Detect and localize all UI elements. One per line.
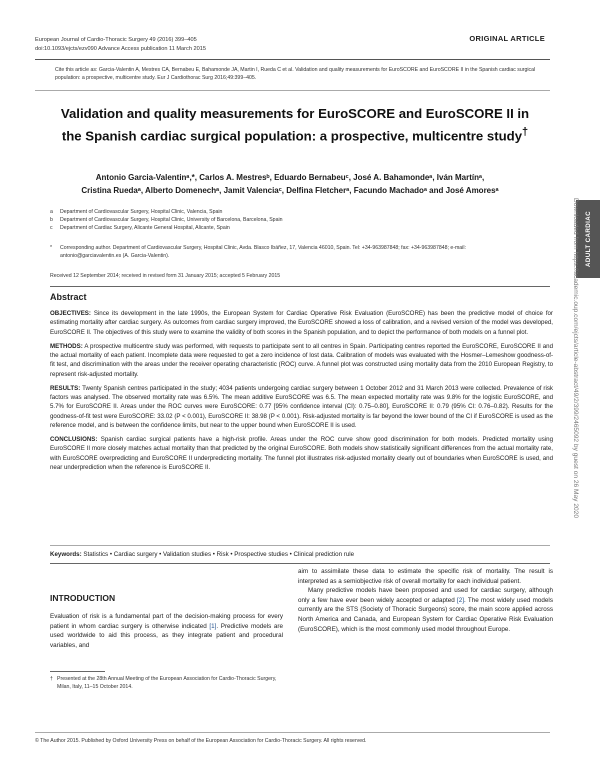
footnote-marker: † [50, 676, 53, 682]
article-type-label: ORIGINAL ARTICLE [469, 34, 545, 43]
doi-line: doi:10.1093/ejcts/ezv090 Advance Access publication 11 March 2015 [35, 45, 206, 52]
methods-text: A prospective multicentre study was performed, with requests to participate sent to all centres in Spain. Participating centres reported the EuroSCORE, EuroSCORE II and the actual mortality of each patient. Incomplete data were requested to get a zero incidence of lost data. Calibration of models was evaluated with the Hosmer–Lemeshow goodness-of-fit test, and discrimination with the areas under the receiver operating characteristic (ROC) curve. A funnel plot was constructed using mortality data from the 2010 European Registry, to represent risk-adjusted mortality. [50, 342, 553, 378]
article-title-text: Validation and quality measurements for EuroSCORE and EuroSCORE II in the Spanish cardiac surgical population: a prospective, multicentre study [60, 106, 530, 144]
affiliations [50, 209, 520, 232]
intro-text-c: Many predictive models have been proposed and used for cardiac surgery, although only a few have ever been widely accepted or adapted [298, 587, 553, 604]
received-dates: Received 12 September 2014; received in revised form 31 January 2015; accepted 5 February 2015 [50, 273, 281, 279]
introduction-heading: INTRODUCTION [50, 593, 116, 603]
author-line-2: Cristina Ruedaᵃ, Alberto Domenechᵃ, Jamit Valenciaᶜ, Delfina Fletcherᵃ, Facundo Machadoᵃ and José Amoresᵃ [81, 185, 499, 195]
abstract-section [50, 292, 553, 477]
objectives-text: Since its development in the late 1990s, the European System for Cardiac Operative Risk Evaluation (EuroSCORE) has been the predictive model of choice for estimating mortality after cardiac surgery. As outcomes from cardiac surgery improved, the EuroSCORE showed a loss of calibration, and a revised version of the model was developed, EuroSCORE II. The objectives of this study were to examine the validity of both scores in the Spanish population, and to depict the performance of both models on a funnel plot. [50, 310, 553, 336]
header-divider [35, 59, 550, 60]
article-title [60, 105, 530, 145]
side-tab-label: ADULT CARDIAC [584, 211, 592, 267]
section-side-tab [576, 200, 600, 278]
intro-text-a: Evaluation of risk is a fundamental part of the decision-making process for every patient in whom cardiac surgery is otherwise indicated [50, 613, 283, 630]
affiliation-text: Department of Cardiovascular Surgery, Hospital Clinic, University of Barcelona, Barcelona, Spain [60, 216, 283, 223]
reference-link-2[interactable]: [2] [456, 596, 464, 604]
journal-header [35, 36, 206, 53]
affiliation-marker: b [50, 216, 53, 223]
conclusions-label: CONCLUSIONS: [50, 436, 98, 443]
footer-divider [35, 732, 550, 733]
download-watermark: Downloaded from https://academic.oup.com/ejcts/article-abstract/49/2/399/2465092 by guest on 26 May 2020 [572, 198, 579, 518]
author-list [55, 172, 525, 197]
introduction-paragraph-1 [50, 612, 283, 650]
abstract-objectives [50, 309, 553, 337]
footnote-divider [50, 671, 105, 672]
cite-this-article: Cite this article as: Garcia-Valentin A, Mestres CA, Bernabeu E, Bahamonde JA, Martin I, Rueda C et al. Validation and quality measurements for EuroSCORE and EuroSCORE II in the Spanish cardiac surgical population: a prospective, multicentre study. Eur J Cardiothorac Surg 2016;49:399–405. [55, 67, 536, 81]
presentation-footnote [50, 676, 282, 692]
journal-citation-line: European Journal of Cardio-Thoracic Surgery 49 (2016) 399–405 [35, 37, 197, 43]
affiliation-marker: a [50, 209, 53, 215]
keywords-top-divider [50, 545, 550, 546]
citation-divider [35, 90, 550, 91]
intro-text-b: . Predictive models are used worldwide to aid this process, as they integrate patient and procedural variables, and [50, 622, 283, 649]
conclusions-text: Spanish cardiac surgical patients have a high-risk profile. Areas under the ROC curve show good discrimination for both models. Predicted mortality using EuroSCORE II more closely matches actual mortality than that predicted by the original EuroSCORE. Both models show statistically significant differences from the actual mortality rate, with EuroSCORE overpredicting and EuroSCORE II underpredicting mortality. The funnel plot illustrates risk-adjusted mortality clearly out of boundaries when EuroSCORE is used, and near underprediction when the reference is EuroSCORE II. [50, 436, 553, 471]
copyright-notice: © The Author 2015. Published by Oxford University Press on behalf of the European Association for Cardio-Thoracic Surgery. All rights reserved. [35, 738, 367, 744]
affiliation-marker: c [50, 224, 53, 231]
affiliation-b [50, 217, 520, 225]
corresponding-author [50, 245, 520, 261]
keywords-bottom-divider [50, 563, 550, 564]
introduction-left-column [50, 612, 283, 650]
keywords-text: Statistics • Cardiac surgery • Validation studies • Risk • Prospective studies • Clinical prediction rule [83, 551, 355, 558]
keywords [50, 551, 354, 558]
abstract-conclusions [50, 435, 553, 472]
objectives-label: OBJECTIVES: [50, 310, 91, 317]
affiliation-c [50, 225, 520, 233]
intro-text-d: . The most widely used models currently are the STS (Society of Thoracic Surgeons) score, the main score applied across North America and Canada, and European System for Cardiac Operative Risk Evaluation (EuroSCORE), which is the most commonly used model throughout Europe. [298, 596, 553, 633]
title-footnote-mark: † [522, 126, 529, 138]
abstract-results [50, 384, 553, 430]
abstract-heading: Abstract [50, 292, 87, 302]
footnote-text: Presented at the 28th Annual Meeting of the European Association for Cardio-Thoracic Surgery, Milan, Italy, 11–15 October 2014. [57, 676, 277, 690]
abstract-methods [50, 342, 553, 379]
affiliation-a [50, 209, 520, 217]
results-text: Twenty Spanish centres participated in the study; 4034 patients undergoing cardiac surgery between 1 October 2012 and 31 March 2013 were collected. Prevalence of risk factors was analysed. The observed mortality rate was 6.5%. The mean additive EuroSCORE was 6.5. The mean expected mortality rate was 9.8% for the logistic EuroSCORE, and 5.7% for EuroSCORE II. Areas under the ROC curves were EuroSCORE: 0.77 [95% confidence interval (CI): 0.75–0.80], EuroSCORE II: 0.79 (95% CI: 0.76–0.82). Results for the goodness-of-fit test were EuroSCORE: 33.02 (P < 0.001), EuroSCORE II: 38.98 (P < 0.001). Risk-adjusted mortality is far beyond the lower bound of the CI if EuroSCORE is used as the reference model, and is between the confidence limits, but near to the upper bound when EuroSCORE II is used. [50, 384, 553, 429]
corresponding-text: Corresponding author. Department of Cardiovascular Surgery, Hospital Clinic, Avda. Blasco Ibáñez, 17, Valencia 46010, Spain. Tel: +34-963987848; fax: +34-963987848; e-mail: antonio@garciavalentin.es (A. Garcia-Valentin). [60, 245, 466, 259]
reference-link-1[interactable]: [1] [209, 622, 217, 630]
introduction-paragraph-1-cont: aim to assimilate these data to estimate the specific risk of mortality. The result is interpreted as a semiobjective risk of overall mortality for each individual patient. [298, 568, 553, 585]
affiliation-text: Department of Cardiac Surgery, Alicante General Hospital, Alicante, Spain [60, 224, 230, 231]
methods-label: METHODS: [50, 342, 83, 350]
introduction-right-column [298, 567, 553, 634]
results-label: RESULTS: [50, 384, 81, 392]
corresponding-marker: * [50, 245, 53, 251]
author-line-1: Antonio Garcia-Valentinᵃ,*, Carlos A. Mestresᵇ, Eduardo Bernabeuᶜ, José A. Bahamondeᵃ, Iván Martínᵃ, [95, 173, 485, 182]
keywords-label: Keywords: [50, 551, 82, 558]
introduction-paragraph-2 [298, 586, 553, 634]
affiliation-text: Department of Cardiovascular Surgery, Hospital Clinic, Valencia, Spain [60, 209, 223, 215]
abstract-top-divider [50, 286, 550, 287]
